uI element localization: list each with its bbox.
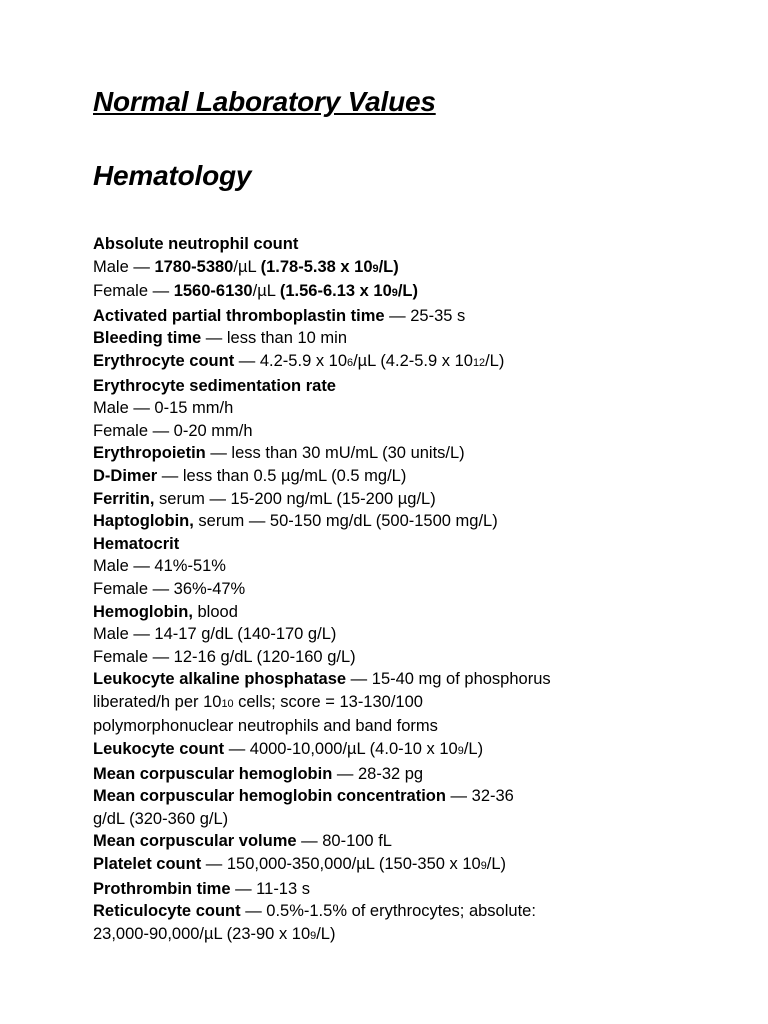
lab-value-text: /µL — [252, 282, 280, 301]
lab-value-line — [93, 691, 593, 716]
lab-test-name: Erythrocyte sedimentation rate — [93, 376, 336, 395]
lab-value-line — [93, 715, 593, 738]
lab-test-name: Prothrombin time — [93, 879, 231, 898]
lab-value-line — [93, 327, 593, 350]
lab-test-name: Hematocrit — [93, 534, 180, 553]
lab-value-text: — 4000-10,000/µL (4.0-10 x 10 — [224, 740, 458, 759]
lab-test-name: Mean corpuscular hemoglobin concentration — [93, 787, 446, 806]
lab-test-name: Reticulocyte count — [93, 902, 241, 921]
lab-value-line — [93, 256, 593, 281]
lab-test-name: Mean corpuscular volume — [93, 832, 297, 851]
lab-test-name: Leukocyte count — [93, 740, 225, 759]
lab-test-name: Platelet count — [93, 855, 202, 874]
lab-value-line — [93, 488, 593, 511]
exponent-text: 9 — [372, 262, 379, 275]
lab-test-name: Activated partial thromboplastin time — [93, 306, 385, 325]
lab-value-line — [93, 420, 593, 443]
section-title: Hematology — [93, 160, 252, 191]
lab-value-text: — 32-36 — [445, 787, 514, 806]
lab-value-line — [93, 830, 593, 853]
lab-test-name: Ferritin, — [93, 489, 155, 508]
exponent-text: 6 — [347, 356, 354, 369]
lab-value-text: — less than 30 mU/mL (30 units/L) — [205, 444, 465, 463]
lab-value-text: /L) — [316, 924, 336, 943]
lab-value-line — [93, 738, 593, 763]
lab-value-text: cells; score = 13-130/100 — [233, 692, 423, 711]
lab-value-text: Male — — [93, 257, 155, 276]
lab-value-text: Female — 36%-47% — [93, 579, 246, 598]
lab-value-text: Male — 14-17 g/dL (140-170 g/L) — [93, 625, 337, 644]
lab-value-text: /L) — [485, 351, 505, 370]
lab-test-name: Erythrocyte count — [93, 351, 235, 370]
lab-value-text: /L) — [486, 855, 507, 874]
lab-value-line — [93, 668, 593, 691]
lab-value-text: Female — — [93, 282, 174, 301]
lab-value-text: Female — 12-16 g/dL (120-160 g/L) — [93, 647, 356, 666]
lab-value-text: blood — [192, 602, 238, 621]
lab-test-name: Haptoglobin, — [93, 512, 194, 531]
lab-value-text: — 150,000-350,000/µL (150-350 x 10 — [201, 855, 481, 874]
lab-value-line — [93, 900, 593, 923]
lab-value-line — [93, 578, 593, 601]
exponent-text: 10 — [221, 697, 234, 710]
exponent-text: 9 — [391, 287, 398, 300]
lab-value-line — [93, 623, 593, 646]
lab-value-text: /L) — [463, 740, 484, 759]
lab-value-line — [93, 233, 593, 256]
lab-value-text: — 80-100 fL — [296, 832, 392, 851]
lab-value-line — [93, 878, 593, 901]
lab-value-text: liberated/h per 10 — [93, 692, 222, 711]
lab-value-text: /µL — [233, 257, 261, 276]
lab-value-line — [93, 465, 593, 488]
lab-value-line — [93, 305, 593, 328]
lab-value-line — [93, 533, 593, 556]
lab-value-text: g/dL (320-360 g/L) — [93, 809, 229, 828]
lab-value-text: polymorphonuclear neutrophils and band forms — [93, 717, 438, 736]
lab-value-line — [93, 923, 593, 948]
exponent-text: 9 — [480, 860, 487, 873]
lab-test-name: Erythropoietin — [93, 444, 206, 463]
lab-value-line — [93, 601, 593, 624]
lab-test-name: Absolute neutrophil count — [93, 235, 299, 253]
lab-value-text: — 28-32 pg — [332, 764, 424, 783]
lab-value-text: — 4.2-5.9 x 10 — [234, 351, 348, 370]
lab-test-name: 1780-5380 — [154, 257, 234, 276]
lab-value-line — [93, 646, 593, 669]
exponent-text: 9 — [310, 929, 317, 942]
lab-test-name: Mean corpuscular hemoglobin — [93, 764, 333, 783]
lab-value-line — [93, 442, 593, 465]
lab-test-name: (1.56-6.13 x 10 — [279, 282, 392, 301]
lab-test-name: Leukocyte alkaline phosphatase — [93, 670, 347, 689]
lab-value-text: — less than 0.5 µg/mL (0.5 mg/L) — [157, 466, 407, 485]
exponent-text: 12 — [472, 356, 486, 369]
lab-value-text: Male — 0-15 mm/h — [93, 399, 234, 418]
lab-value-line — [93, 375, 593, 398]
lab-value-text: — 11-13 s — [230, 879, 310, 898]
lab-value-text: — 0.5%-1.5% of erythrocytes; absolute: — [240, 902, 536, 921]
lab-value-line — [93, 397, 593, 420]
lab-value-text: serum — 15-200 ng/mL (15-200 µg/L) — [154, 489, 436, 508]
lab-value-text: Female — 0-20 mm/h — [93, 421, 253, 440]
lab-value-line — [93, 510, 593, 533]
lab-value-text: — 25-35 s — [384, 306, 466, 325]
lab-value-line — [93, 763, 593, 786]
lab-value-text: /µL (4.2-5.9 x 10 — [353, 351, 473, 370]
lab-value-text: Male — 41%-51% — [93, 557, 226, 576]
lab-value-text: serum — 50-150 mg/dL (500-1500 mg/L) — [193, 512, 498, 531]
lab-test-name: D-Dimer — [93, 466, 158, 485]
lab-value-text: — 15-40 mg of phosphorus — [346, 670, 551, 689]
lab-value-text: 23,000-90,000/µL (23-90 x 10 — [93, 924, 311, 943]
lab-test-name: Bleeding time — [93, 329, 202, 348]
lab-value-line — [93, 280, 593, 305]
lab-value-line — [93, 853, 593, 878]
exponent-text: 9 — [457, 745, 464, 758]
lab-test-name: (1.78-5.38 x 10 — [260, 257, 373, 276]
lab-value-line — [93, 808, 593, 831]
lab-value-text: — less than 10 min — [201, 329, 348, 348]
lab-test-name: Hemoglobin, — [93, 602, 193, 621]
lab-value-line — [93, 350, 593, 375]
lab-test-name: /L) — [378, 257, 399, 276]
lab-value-line — [93, 555, 593, 578]
lab-test-name: /L) — [397, 282, 419, 301]
lab-test-name: 1560-6130 — [173, 282, 253, 301]
lab-value-line — [93, 785, 593, 808]
lab-values-list — [93, 233, 593, 947]
document-title: Normal Laboratory Values — [93, 86, 436, 117]
